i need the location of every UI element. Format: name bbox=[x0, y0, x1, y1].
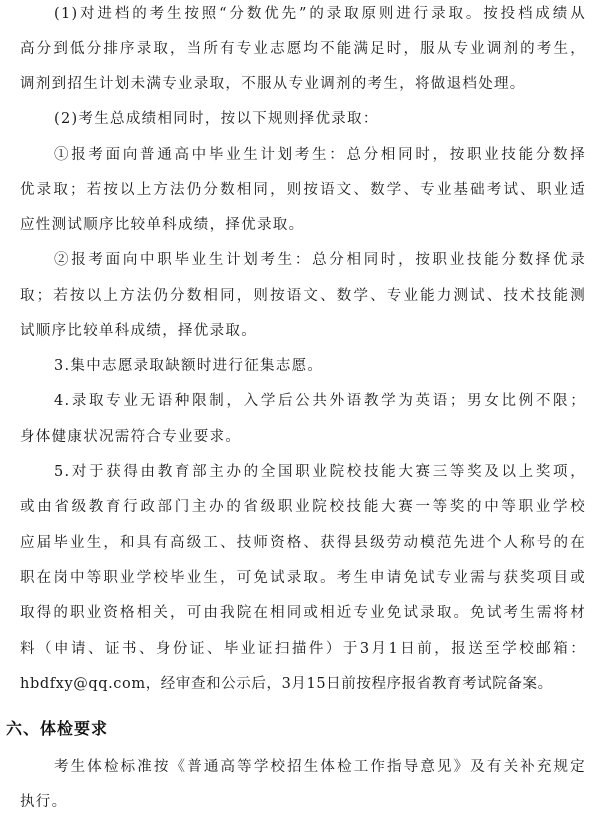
paragraph-line: 应届毕业生，和具有高级工、技师资格、获得县级劳动模范先进个人称号的在 bbox=[20, 535, 586, 551]
paragraph-line: (2)考生总成绩相同时，按以下规则择优录取： bbox=[54, 111, 379, 127]
paragraph-line: 取得的职业资格相关，可由我院在相同或相近专业免试录取。免试考生需将材 bbox=[20, 605, 586, 621]
paragraph-line: 执行。 bbox=[20, 794, 68, 810]
section-heading: 六、体检要求 bbox=[6, 719, 109, 738]
paragraph-line: 取；若按以上方法仍分数相同，则按语文、数学、专业能力测试、技术技能测 bbox=[20, 288, 586, 304]
paragraph-line: 职在岗中等职业学校毕业生，可免试录取。考生申请免试专业需与获奖项目或 bbox=[20, 570, 586, 586]
paragraph-line: 3.集中志愿录取缺额时进行征集志愿。 bbox=[54, 358, 324, 374]
paragraph-line: 料（申请、证书、身份证、毕业证扫描件）于3月1日前，报送至学校邮箱： bbox=[20, 641, 586, 657]
paragraph-line: 调剂到招生计划未满专业录取，不服从专业调剂的考生，将做退档处理。 bbox=[20, 76, 526, 92]
paragraph-line: 试顺序比较单科成绩，择优录取。 bbox=[20, 323, 257, 339]
paragraph-line: hbdfxy@qq.com，经审查和公示后，3月15日前按程序报省教育考试院备案。 bbox=[20, 676, 553, 692]
paragraph-line: 优录取；若按以上方法仍分数相同，则按语文、数学、专业基础考试、职业适 bbox=[20, 182, 586, 198]
paragraph-line: 5.对于获得由教育部主办的全国职业院校技能大赛三等奖及以上奖项， bbox=[54, 464, 586, 480]
paragraph-line: 4.录取专业无语种限制，入学后公共外语教学为英语；男女比例不限； bbox=[54, 393, 586, 409]
paragraph-line: 身体健康状况需符合专业要求。 bbox=[20, 429, 242, 445]
paragraph-line: 考生体检标准按《普通高等学校招生体检工作指导意见》及有关补充规定 bbox=[54, 759, 586, 775]
paragraph-line: ①报考面向普通高中毕业生计划考生：总分相同时，按职业技能分数择 bbox=[54, 147, 586, 163]
paragraph-line: 应性测试顺序比较单科成绩，择优录取。 bbox=[20, 217, 305, 233]
paragraph-line: ②报考面向中职毕业生计划考生：总分相同时，按职业技能分数择优录 bbox=[54, 252, 586, 268]
paragraph-line: 或由省级教育行政部门主办的省级职业院校技能大赛一等奖的中等职业学校 bbox=[20, 499, 586, 515]
paragraph-line: (1)对进档的考生按照“分数优先”的录取原则进行录取。按投档成绩从 bbox=[54, 6, 586, 22]
paragraph-line: 高分到低分排序录取，当所有专业志愿均不能满足时，服从专业调剂的考生， bbox=[20, 41, 586, 57]
